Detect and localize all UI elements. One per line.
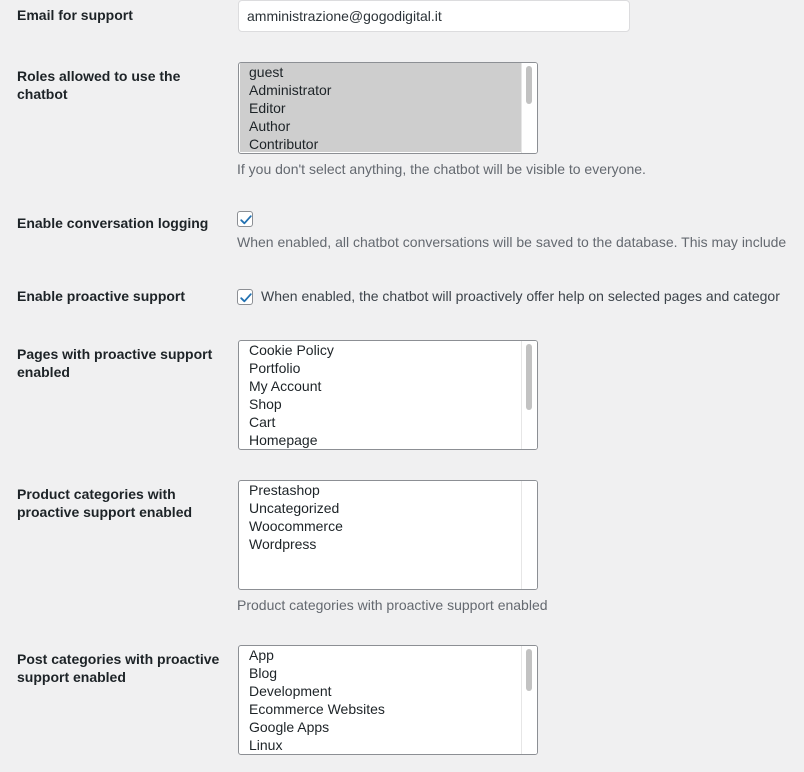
pages-option[interactable]: Shop bbox=[249, 396, 282, 412]
post-category-option[interactable]: Google Apps bbox=[249, 719, 330, 735]
post-category-option[interactable]: Blog bbox=[249, 665, 278, 681]
roles-options bbox=[240, 63, 521, 152]
post-category-option[interactable]: Development bbox=[249, 683, 332, 699]
product-category-option[interactable]: Wordpress bbox=[249, 536, 317, 552]
roles-option[interactable]: Editor bbox=[249, 100, 286, 116]
post-categories-scroll-thumb[interactable] bbox=[526, 649, 532, 691]
post-categories-select[interactable] bbox=[238, 645, 538, 755]
support-email-input[interactable] bbox=[238, 0, 630, 32]
pages-proactive-select[interactable] bbox=[238, 340, 538, 450]
roles-label: Roles allowed to use the chatbot bbox=[17, 68, 181, 102]
pages-option[interactable]: Cookie Policy bbox=[249, 342, 334, 358]
product-categories-select[interactable] bbox=[238, 480, 538, 590]
product-categories-description: Product categories with proactive support enabled bbox=[237, 597, 548, 613]
pages-option[interactable]: Homepage bbox=[249, 432, 318, 448]
roles-description: If you don't select anything, the chatbot will be visible to everyone. bbox=[237, 161, 646, 177]
roles-option[interactable]: Author bbox=[249, 118, 291, 134]
proactive-support-checkbox[interactable] bbox=[237, 289, 253, 305]
product-category-option[interactable]: Prestashop bbox=[249, 482, 320, 498]
checkmark-icon bbox=[238, 212, 254, 228]
post-categories-label: Post categories with proactive support enabled bbox=[17, 651, 220, 685]
roles-option[interactable]: Contributor bbox=[249, 136, 319, 152]
roles-scroll-thumb[interactable] bbox=[526, 66, 532, 104]
proactive-support-description: When enabled, the chatbot will proactively offer help on selected pages and categor bbox=[261, 288, 780, 304]
product-categories-scrollbar bbox=[521, 481, 537, 589]
post-category-option[interactable]: Ecommerce Websites bbox=[249, 701, 385, 717]
product-category-option[interactable]: Woocommerce bbox=[249, 518, 343, 534]
roles-scrollbar[interactable] bbox=[521, 63, 537, 153]
pages-option[interactable]: Portfolio bbox=[249, 360, 301, 376]
roles-select[interactable] bbox=[238, 62, 538, 154]
pages-option[interactable]: My Account bbox=[249, 378, 322, 394]
roles-option[interactable]: Administrator bbox=[249, 82, 332, 98]
post-categories-scrollbar[interactable] bbox=[521, 646, 537, 754]
post-category-option[interactable]: Linux bbox=[249, 737, 283, 753]
pages-scroll-thumb[interactable] bbox=[526, 344, 532, 410]
conversation-logging-label: Enable conversation logging bbox=[17, 215, 209, 231]
roles-option[interactable]: guest bbox=[249, 64, 284, 80]
pages-option[interactable]: Cart bbox=[249, 414, 276, 430]
conversation-logging-description: When enabled, all chatbot conversations will be saved to the database. This may include bbox=[237, 234, 787, 250]
product-category-option[interactable]: Uncategorized bbox=[249, 500, 340, 516]
pages-proactive-label: Pages with proactive support enabled bbox=[17, 346, 213, 380]
product-categories-label: Product categories with proactive support enabled bbox=[17, 486, 193, 520]
post-category-option[interactable]: App bbox=[249, 647, 274, 663]
post-categories-options bbox=[240, 646, 521, 754]
support-email-label: Email for support bbox=[17, 7, 133, 23]
pages-proactive-options bbox=[240, 341, 521, 449]
proactive-support-label: Enable proactive support bbox=[17, 288, 186, 304]
pages-scrollbar[interactable] bbox=[521, 341, 537, 449]
conversation-logging-checkbox[interactable] bbox=[237, 211, 253, 227]
product-categories-options bbox=[240, 481, 521, 589]
checkmark-icon bbox=[238, 290, 254, 306]
